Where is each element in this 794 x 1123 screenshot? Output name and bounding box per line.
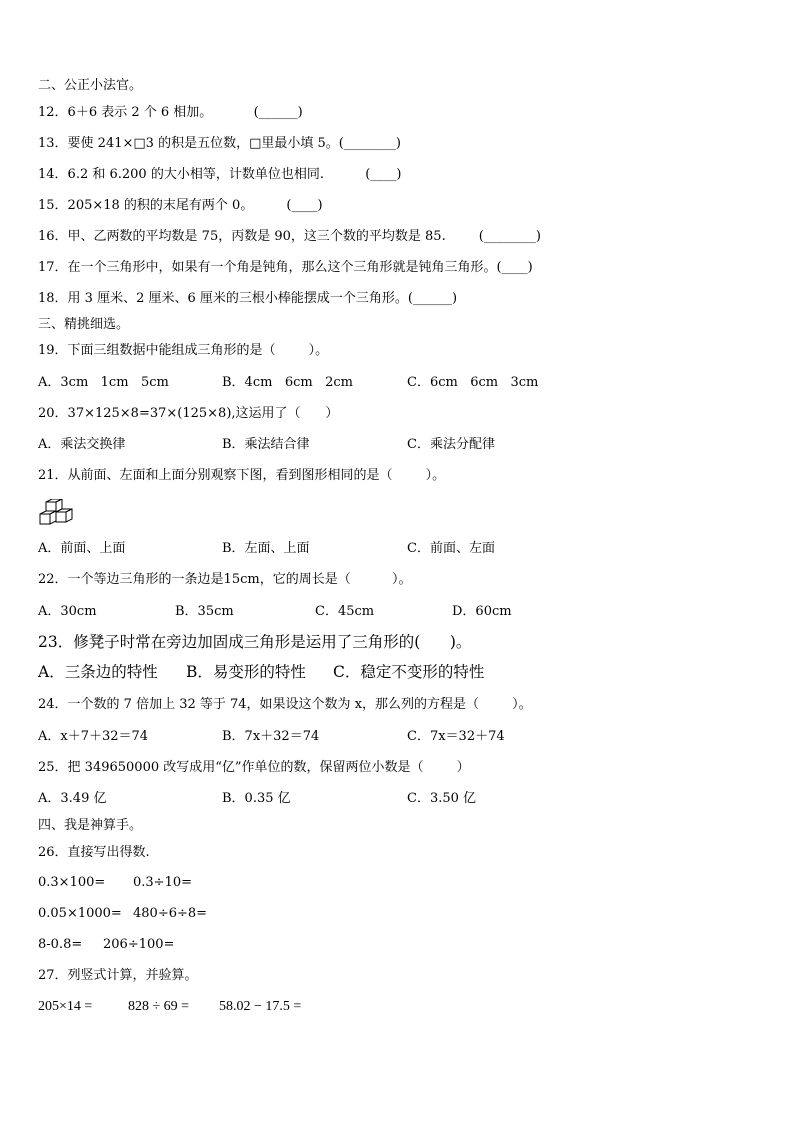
option-a: A．乘法交换律 <box>38 437 126 452</box>
question-26: 26．直接写出得数. <box>38 845 150 860</box>
option-a: A．30cm <box>38 604 97 619</box>
option-b: B．乘法结合律 <box>222 437 310 452</box>
section-heading: 二、公正小法官。 <box>38 78 143 93</box>
option-c: C．稳定不变形的特性 <box>333 663 485 681</box>
question-25: 25．把 349650000 改写成用“亿”作单位的数，保留两位小数是（ ） <box>38 760 470 775</box>
vertical-calc-item: 58.02 − 17.5 = <box>219 999 302 1014</box>
option-c: C．6cm 6cm 3cm <box>407 375 539 390</box>
option-a: A．x＋7＋32＝74 <box>38 729 149 744</box>
section-heading: 三、精挑细选。 <box>38 317 130 332</box>
calc-item: 0.3÷10= <box>133 875 193 890</box>
vertical-calc-item: 828 ÷ 69 = <box>128 999 190 1014</box>
option-a: A．三条边的特性 <box>38 663 158 681</box>
question-14: 14．6.2 和 6.200 的大小相等，计数单位也相同. (____) <box>38 167 402 182</box>
question-17: 17．在一个三角形中，如果有一个角是钝角，那么这个三角形就是钝角三角形。(____) <box>38 260 533 275</box>
question-23: 23．修凳子时常在旁边加固成三角形是运用了三角形的( )。 <box>38 633 472 651</box>
option-a: A．前面、上面 <box>38 541 126 556</box>
calc-item: 206÷100= <box>103 937 175 952</box>
question-19: 19．下面三组数据中能组成三角形的是（ ）。 <box>38 343 329 358</box>
calc-item: 0.05×1000= <box>38 906 122 921</box>
calc-item: 8-0.8= <box>38 937 83 952</box>
vertical-calc-item: 205×14 = <box>38 999 93 1014</box>
option-c: C．7x＝32＋74 <box>407 729 505 744</box>
question-12: 12．6＋6 表示 2 个 6 相加。 (______) <box>38 105 303 120</box>
question-22: 22．一个等边三角形的一条边是15cm，它的周长是（ ）。 <box>38 572 412 587</box>
question-13: 13．要使 241×□3 的积是五位数，□里最小填 5。(________) <box>38 136 401 151</box>
question-16: 16．甲、乙两数的平均数是 75，丙数是 90，这三个数的平均数是 85. (________) <box>38 229 541 244</box>
question-21: 21．从前面、左面和上面分别观察下图，看到图形相同的是（ ）。 <box>38 468 446 483</box>
three-cubes-figure <box>38 499 74 527</box>
option-b: B．左面、上面 <box>222 541 310 556</box>
question-24: 24．一个数的 7 倍加上 32 等于 74，如果设这个数为 x，那么列的方程是（ ）。 <box>38 697 532 712</box>
question-27: 27．列竖式计算，并验算。 <box>38 968 198 983</box>
option-a: A．3cm 1cm 5cm <box>38 375 169 390</box>
option-d: D．60cm <box>452 604 512 619</box>
calc-item: 0.3×100= <box>38 875 106 890</box>
option-a: A．3.49 亿 <box>38 791 107 806</box>
option-b: B．易变形的特性 <box>186 663 306 681</box>
calc-item: 480÷6÷8= <box>133 906 208 921</box>
question-20: 20．37×125×8=37×(125×8),这运用了（ ） <box>38 406 339 421</box>
option-c: C．3.50 亿 <box>407 791 477 806</box>
question-18: 18．用 3 厘米、2 厘米、6 厘米的三根小棒能摆成一个三角形。(______) <box>38 291 458 306</box>
option-b: B．4cm 6cm 2cm <box>222 375 353 390</box>
option-c: C．乘法分配律 <box>407 437 495 452</box>
question-15: 15．205×18 的积的末尾有两个 0。 (____) <box>38 198 323 213</box>
option-b: B．0.35 亿 <box>222 791 291 806</box>
option-b: B．7x＋32＝74 <box>222 729 320 744</box>
option-c: C．前面、左面 <box>407 541 495 556</box>
option-b: B．35cm <box>175 604 234 619</box>
section-heading: 四、我是神算手。 <box>38 818 143 833</box>
option-c: C．45cm <box>315 604 375 619</box>
